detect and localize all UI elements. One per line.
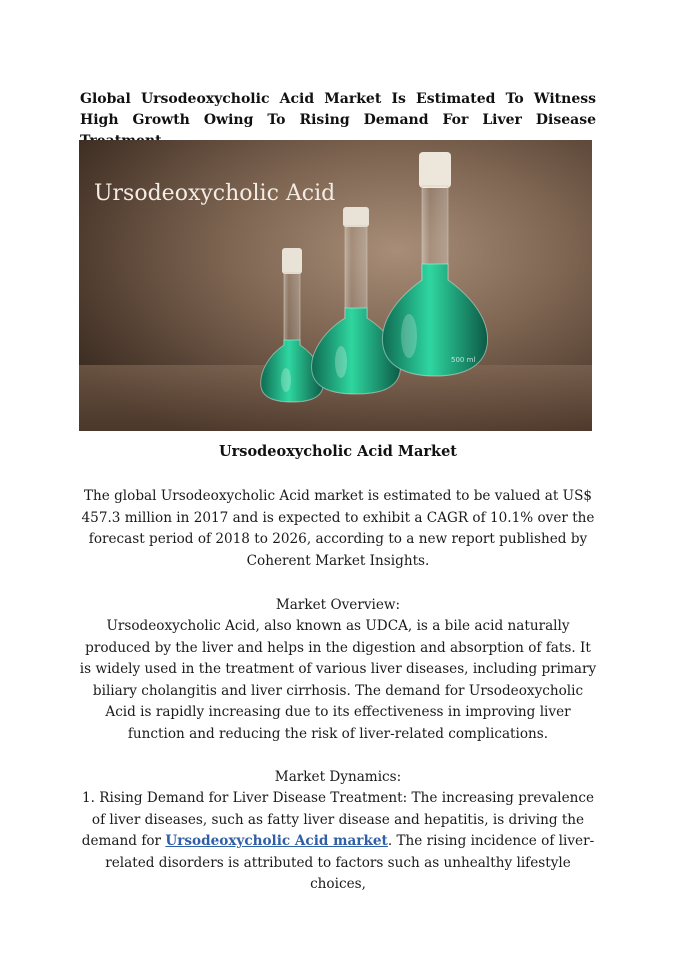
dynamics-heading: Market Dynamics: — [274, 769, 402, 785]
image-caption: Ursodeoxycholic Acid Market — [219, 443, 457, 460]
overview-heading: Market Overview: — [275, 597, 401, 613]
intro-paragraph: The global Ursodeoxycholic Acid market is estimated to be valued at US$ 457.3 million in 2017 and is expected to exhibit a CAGR of 10.1% over the forecast period of 2018 to 2026, according to a new report published by Coherent Market Insights. — [81, 488, 595, 569]
dynamics-text-start: 1. Rising Demand for Liver Disease Treatment: The increasing prevalence of liver diseases, such as fatty liver disease and hepatitis, is driving the demand for — [81, 790, 595, 850]
hero-overlay-text: Ursodeoxycholic Acid — [94, 181, 336, 206]
dynamics-text-end: . The rising incidence of liver-related disorders is attributed to factors such as unhealthy lifestyle choices, — [105, 833, 595, 893]
article-title: Global Ursodeoxycholic Acid Market Is Estimated To Witness High Growth Owing To Rising Demand For Liver Disease — [80, 91, 596, 128]
flask-volume-label: 500 ml — [451, 356, 476, 364]
dynamics-paragraph — [78, 788, 598, 896]
overview-paragraph: Ursodeoxycholic Acid, also known as UDCA, is a bile acid naturally produced by the liver and helps in the digestion and absorption of fats. It is widely used in the treatment of various liver diseases, including primary biliary cholangitis and liver cirrhosis. The demand for Ursodeoxycholic Acid is rapidly increasing due to its effectiveness in improving liver function and reducing the risk of liver-related complications. — [79, 618, 597, 742]
market-report-link[interactable]: Ursodeoxycholic Acid market — [165, 833, 388, 850]
lab-flasks-illustration — [79, 140, 592, 431]
hero-image — [79, 140, 592, 431]
